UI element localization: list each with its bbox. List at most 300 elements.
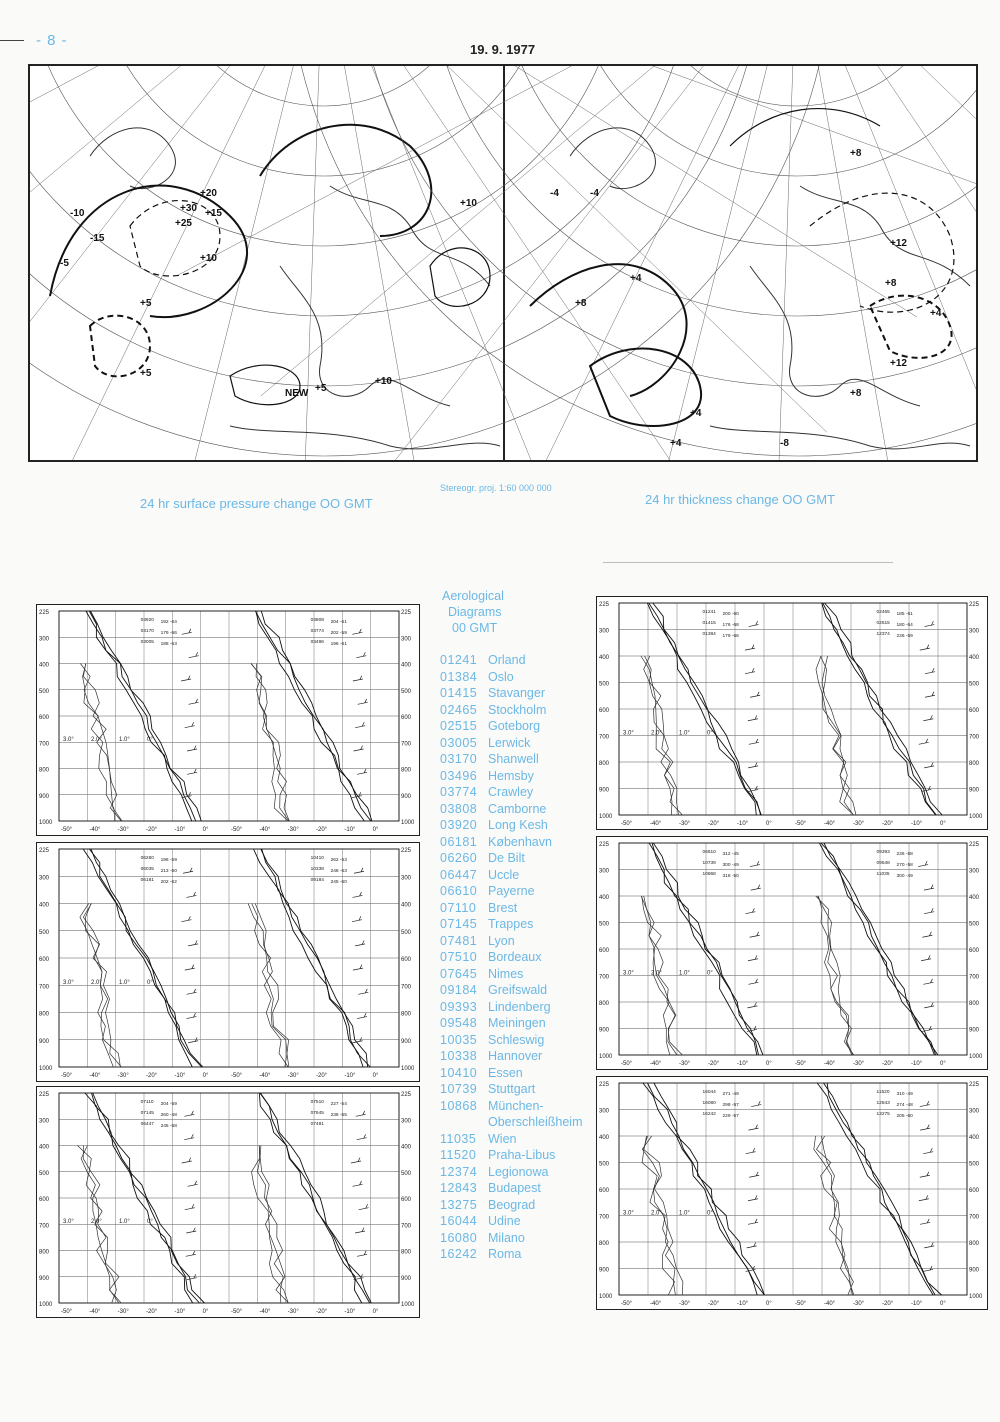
diagram-tropopause-value: 274 -48	[896, 1103, 913, 1108]
temperature-label: -50°	[231, 827, 243, 833]
map-label: +4	[690, 408, 702, 419]
wind-barb	[352, 892, 362, 897]
pressure-label: 400	[969, 895, 980, 901]
station-code: 12374	[440, 1164, 478, 1179]
map-label: +20	[200, 188, 217, 199]
wind-barb	[747, 1242, 757, 1247]
pressure-label: 225	[599, 842, 610, 848]
diagram-station-code: 13275	[876, 1112, 890, 1117]
diagram-station-code: 10868	[702, 872, 716, 877]
diagram-station-code: 03005	[140, 640, 154, 645]
pressure-label: 225	[39, 848, 50, 854]
temperature-label: -10°	[174, 1309, 186, 1315]
station-entry	[440, 1147, 590, 1164]
pressure-label: 600	[599, 708, 610, 714]
pressure-label: 700	[969, 734, 980, 741]
diagram-tropopause-value: 202 -59	[330, 631, 347, 636]
pressure-label: 1000	[39, 820, 53, 826]
pressure-label: 225	[969, 842, 980, 848]
station-code: 01384	[440, 669, 478, 684]
diagram-station-code: 12374	[876, 632, 890, 637]
pressure-label: 300	[401, 875, 412, 882]
wind-barb	[746, 1148, 756, 1153]
pressure-label: 400	[599, 895, 610, 901]
wind-barb	[924, 762, 934, 767]
station-code: 07645	[440, 966, 478, 981]
mixing-ratio-label: 1.0°	[679, 970, 690, 977]
pressure-label: 300	[39, 1118, 50, 1125]
map-label: +8	[850, 388, 862, 399]
station-entry	[440, 768, 590, 785]
temperature-label: -30°	[117, 1073, 129, 1079]
pressure-label: 700	[599, 974, 610, 981]
mixing-ratio-label: 3.0°	[623, 730, 634, 737]
mixing-ratio-label: 0°	[147, 737, 153, 744]
station-entry	[440, 1065, 590, 1082]
station-code: 01415	[440, 686, 478, 700]
station-name: Oberschleißheim	[488, 1115, 583, 1129]
station-entry	[440, 1230, 590, 1247]
station-entry	[440, 1180, 590, 1197]
pressure-label: 600	[599, 1188, 610, 1194]
diagram-station-code: 01415	[702, 621, 716, 626]
wind-barb	[186, 1251, 196, 1256]
pressure-label: 400	[599, 655, 610, 661]
pressure-label: 600	[969, 708, 980, 714]
pressure-label: 1000	[969, 1294, 983, 1300]
temperature-label: -20°	[316, 1073, 328, 1079]
diagram-station-code: 11035	[876, 872, 890, 877]
pressure-label: 225	[401, 610, 412, 616]
mixing-ratio-label: 3.0°	[63, 737, 74, 744]
temperature-label: -20°	[882, 821, 894, 827]
diagram-station-code: 16080	[702, 1101, 716, 1106]
mixing-ratio-label: 2.0°	[91, 980, 102, 987]
pressure-label: 1000	[969, 1054, 983, 1060]
pressure-label: 400	[401, 902, 412, 909]
diagram-tropopause-value: 227 -54	[330, 1102, 347, 1107]
temperature-label: -30°	[853, 821, 865, 827]
pressure-label: 400	[39, 902, 50, 909]
temperature-label: -10°	[344, 827, 356, 833]
wind-barb	[359, 1204, 369, 1209]
pressure-label: 700	[969, 1214, 980, 1221]
mixing-ratio-label: 0°	[707, 970, 713, 977]
station-code: 07510	[440, 950, 478, 964]
legend-title-line: Aerological	[442, 589, 504, 603]
temperature-label: -10°	[344, 1309, 356, 1315]
pressure-label: 300	[39, 636, 50, 643]
wind-barb	[356, 652, 366, 657]
diagram-tropopause-value: 245 -58	[160, 1124, 177, 1129]
top-rule	[0, 40, 24, 41]
pressure-label: 600	[39, 957, 50, 963]
pressure-label: 225	[599, 602, 610, 608]
diagram-tropopause-value: 202 -62	[160, 880, 177, 885]
pressure-label: 300	[599, 868, 610, 875]
wind-barb	[920, 1219, 930, 1224]
thickness-caption: 24 hr thickness change OO GMT	[645, 492, 836, 507]
pressure-label: 900	[969, 1267, 980, 1274]
diagram-tropopause-value: 188 -63	[160, 642, 177, 647]
station-name: Goteborg	[488, 719, 541, 733]
temperature-label: 0°	[766, 821, 772, 827]
wind-barb	[747, 1002, 757, 1007]
meridian-line	[797, 66, 976, 460]
latitude-circle	[30, 66, 833, 456]
pressure-label: 600	[969, 948, 980, 954]
temperature-label: 0°	[202, 1309, 209, 1315]
projection-note: Stereogr. proj. 1:60 000 000	[440, 483, 552, 493]
latitude-circle	[93, 66, 553, 176]
wind-barb	[188, 1181, 198, 1186]
diagram-station-code: 10338	[310, 867, 324, 872]
station-name: Meiningen	[488, 1016, 546, 1030]
station-entry	[440, 801, 590, 818]
wind-barb	[749, 739, 759, 744]
station-name: Lindenberg	[488, 999, 551, 1014]
temperature-label: 0°	[372, 1309, 379, 1315]
aerological-diagram-right-3	[596, 1076, 988, 1310]
station-code: 13275	[440, 1197, 478, 1212]
wind-barb	[751, 1101, 761, 1106]
meridian-line	[797, 66, 976, 460]
station-code: 06610	[440, 884, 478, 898]
isoline	[870, 296, 952, 358]
temperature-label: -30°	[679, 1061, 691, 1067]
temperature-label: -50°	[231, 1073, 243, 1079]
temperature-label: -30°	[679, 821, 691, 827]
diagram-tropopause-value: 179 -66	[722, 634, 739, 639]
station-entry	[440, 652, 590, 669]
station-code: 03774	[440, 785, 478, 799]
wind-barb	[187, 769, 197, 774]
diagram-tropopause-value: 192 -64	[160, 620, 177, 625]
wind-barb	[188, 1037, 198, 1042]
pressure-label: 300	[969, 1108, 980, 1115]
pressure-label: 900	[599, 1267, 610, 1274]
coastline	[280, 266, 450, 406]
wind-barb	[924, 1242, 934, 1247]
diagram-tropopause-value: 185 -61	[896, 612, 913, 617]
wind-barb	[922, 932, 932, 937]
meridian-line	[797, 66, 976, 432]
aerological-diagram-left-2	[36, 842, 420, 1082]
latitude-circle	[163, 66, 483, 106]
mixing-ratio-label: 0°	[147, 980, 153, 987]
diagram-station-code: 10739	[702, 861, 716, 866]
diagram-tropopause-value: 248 -63	[330, 869, 347, 874]
temperature-label: -20°	[882, 1061, 894, 1067]
station-entry	[440, 999, 590, 1016]
mixing-ratio-label: 3.0°	[63, 980, 74, 987]
map-label: +10	[460, 198, 477, 209]
diagram-station-code: 07481	[310, 1122, 324, 1127]
wind-barb	[924, 908, 934, 913]
wind-barb	[183, 868, 193, 873]
map-label: -5	[60, 258, 69, 269]
temperature-label: -50°	[61, 827, 73, 833]
station-entry	[440, 669, 590, 686]
diagram-station-code: 03496	[310, 640, 324, 645]
station-name: Bordeaux	[488, 950, 542, 964]
pressure-label: 300	[599, 1108, 610, 1115]
diagram-station-code: 06181	[140, 878, 154, 883]
meridian-line	[30, 66, 323, 275]
station-code: 11035	[440, 1131, 477, 1146]
pressure-label: 225	[401, 848, 412, 854]
diagram-station-code: 02465	[876, 610, 890, 615]
diagram-tropopause-value: 176 -68	[722, 623, 739, 628]
temperature-label: -40°	[89, 1073, 101, 1079]
diagram-station-code: 10410	[310, 856, 324, 861]
pressure-label: 500	[969, 1161, 980, 1168]
station-code: 02465	[440, 702, 478, 717]
wind-barb	[924, 1002, 934, 1007]
temperature-label: -40°	[650, 1301, 662, 1307]
pressure-label: 800	[401, 1249, 412, 1256]
pressure-label: 225	[969, 602, 980, 608]
pressure-label: 800	[969, 1001, 980, 1007]
map-label: +8	[850, 148, 862, 159]
wind-barb	[351, 1158, 361, 1163]
wind-barb	[357, 769, 367, 774]
latitude-circle	[287, 66, 976, 456]
pressure-label: 800	[599, 1241, 610, 1247]
diagram-svg	[597, 597, 987, 829]
diagram-tropopause-value: 205 -60	[896, 1114, 913, 1119]
station-name: Lerwick	[488, 735, 531, 750]
diagram-tropopause-value: 229 -57	[722, 1114, 739, 1119]
isoline	[260, 125, 431, 236]
separator	[603, 562, 893, 563]
station-entry	[440, 1015, 590, 1032]
station-entry	[440, 867, 590, 884]
station-entry	[440, 735, 590, 752]
map-label: +5	[315, 383, 327, 394]
station-code: 16242	[440, 1247, 478, 1261]
latitude-circle	[637, 66, 957, 106]
temperature-label: -30°	[853, 1301, 865, 1307]
station-code: 12843	[440, 1181, 478, 1195]
diagram-tropopause-value: 310 -49	[896, 1092, 913, 1097]
wind-barb	[185, 965, 195, 970]
meridian-line	[366, 66, 797, 460]
station-name: Trappes	[488, 917, 534, 931]
aerological-diagram-left-1	[36, 604, 420, 836]
pressure-label: 900	[969, 787, 980, 794]
wind-barb	[358, 989, 368, 994]
station-name: København	[488, 834, 552, 849]
station-entry	[440, 1032, 590, 1049]
station-code: 10035	[440, 1032, 478, 1047]
pressure-label: 400	[969, 1135, 980, 1141]
mixing-ratio-label: 2.0°	[651, 730, 662, 737]
wind-barb	[182, 629, 192, 634]
station-code: 07110	[440, 900, 477, 915]
map-label: +4	[670, 438, 682, 449]
wind-barb	[355, 1228, 365, 1233]
diagram-tropopause-value: 198 -59	[160, 858, 177, 863]
pressure-label: 800	[599, 1001, 610, 1007]
meridian-line	[323, 66, 827, 432]
wind-barb	[745, 668, 755, 673]
station-entry	[440, 850, 590, 867]
diagram-station-code: 07110	[140, 1100, 154, 1105]
map-label: +8	[885, 278, 897, 289]
mixing-ratio-label: 3.0°	[63, 1219, 74, 1226]
pressure-label: 600	[39, 1197, 50, 1203]
pressure-label: 400	[401, 662, 412, 669]
station-code: 06260	[440, 851, 478, 865]
temperature-label: -50°	[621, 1301, 633, 1307]
pressure-label: 300	[969, 628, 980, 635]
pressure-label: 700	[599, 734, 610, 741]
station-code: 03808	[440, 801, 478, 816]
station-entry	[440, 1164, 590, 1181]
diagram-tropopause-value: 298 -57	[722, 1103, 739, 1108]
temperature-label: -30°	[117, 1309, 129, 1315]
diagram-svg	[597, 837, 987, 1069]
meridian-line	[30, 66, 323, 460]
station-code: 10410	[440, 1065, 478, 1080]
pressure-label: 600	[39, 715, 50, 721]
wind-barb	[189, 652, 199, 657]
pressure-label: 700	[969, 974, 980, 981]
diagram-tropopause-value: 180 -64	[896, 623, 913, 628]
diagram-tropopause-value: 271 -49	[722, 1092, 739, 1097]
coastline	[800, 186, 970, 286]
pressure-label: 600	[401, 1197, 412, 1203]
pressure-label: 600	[599, 948, 610, 954]
diagram-station-code: 09393	[876, 850, 890, 855]
pressure-label: 225	[599, 1082, 610, 1088]
diagram-tropopause-value: 213 -60	[160, 869, 177, 874]
station-entry	[440, 1081, 590, 1098]
station-name: De Bilt	[488, 851, 525, 865]
station-name: Hemsby	[488, 768, 534, 783]
page-number: - 8 -	[36, 32, 68, 49]
mixing-ratio-label: 1.0°	[119, 737, 130, 744]
isoline	[810, 193, 954, 312]
temperature-label: -20°	[146, 1073, 158, 1079]
map-label: +12	[890, 358, 907, 369]
temperature-label: -30°	[287, 1309, 299, 1315]
pressure-label: 700	[401, 741, 412, 748]
wind-barb	[181, 676, 191, 681]
temperature-label: -30°	[117, 827, 129, 833]
station-name: Camborne	[488, 801, 547, 816]
thickness-change-map	[179, 66, 976, 460]
diagram-tropopause-value: 300 -49	[896, 874, 913, 879]
map-label: +4	[630, 273, 642, 284]
pressure-label: 900	[401, 793, 412, 800]
station-name: Praha-Libus	[488, 1148, 556, 1162]
station-entry	[440, 982, 590, 999]
temperature-label: -20°	[316, 1309, 328, 1315]
legend-title-line: Diagrams	[448, 605, 502, 619]
pressure-label: 500	[599, 1161, 610, 1168]
station-entry	[440, 817, 590, 834]
pressure-label: 300	[969, 868, 980, 875]
diagram-station-code: 03170	[140, 629, 154, 634]
map-label: -8	[780, 438, 789, 449]
pressure-label: 900	[401, 1038, 412, 1045]
station-name: Uccle	[488, 867, 520, 882]
temperature-label: -20°	[882, 1301, 894, 1307]
wind-barb	[188, 940, 198, 945]
station-list	[440, 652, 590, 1263]
station-entry	[440, 702, 590, 719]
temperature-label: -40°	[259, 827, 271, 833]
diagram-station-code: 03920	[140, 618, 154, 623]
diagram-tropopause-value: 204 -59	[160, 1102, 177, 1107]
temperature-label: -40°	[650, 821, 662, 827]
weather-maps	[28, 64, 978, 462]
wind-barb	[352, 916, 362, 921]
diagram-station-code: 09548	[876, 861, 890, 866]
temperature-label: -30°	[853, 1061, 865, 1067]
wind-barb	[187, 746, 197, 751]
station-code: 16044	[440, 1214, 478, 1228]
diagram-station-code: 11520	[876, 1090, 890, 1095]
pressure-label: 225	[401, 1092, 412, 1098]
wind-barb	[918, 861, 928, 866]
diagram-svg	[37, 605, 419, 835]
station-code: 11520	[440, 1148, 477, 1162]
station-code: 03920	[440, 818, 478, 832]
wind-barb	[748, 979, 758, 984]
wind-barb	[924, 621, 934, 626]
pressure-label: 500	[39, 688, 50, 695]
wind-barb	[920, 1101, 930, 1106]
station-name: Oslo	[488, 669, 514, 684]
coastline	[570, 128, 655, 189]
map-label: +30	[180, 203, 197, 214]
temperature-label: -50°	[795, 821, 807, 827]
diagram-svg	[597, 1077, 987, 1309]
station-code: 07145	[440, 917, 478, 931]
pressure-label: 500	[599, 921, 610, 928]
pressure-label: 800	[599, 761, 610, 767]
station-entry	[440, 834, 590, 851]
pressure-label: 500	[39, 929, 50, 936]
temperature-label: -20°	[708, 1061, 720, 1067]
wind-barb	[185, 1204, 195, 1209]
station-code: 07481	[440, 933, 478, 948]
map-label: -4	[550, 188, 559, 199]
diagram-station-code: 16044	[702, 1090, 716, 1095]
wind-barb	[357, 1251, 367, 1256]
temperature-label: -10°	[911, 1301, 923, 1307]
diagram-tropopause-value: 204 -61	[330, 620, 347, 625]
temperature-label: -10°	[911, 1061, 923, 1067]
station-entry	[440, 900, 590, 917]
wind-barb	[923, 1148, 933, 1153]
diagram-station-code: 01384	[702, 632, 716, 637]
pressure-label: 400	[39, 1144, 50, 1151]
wind-barb	[748, 955, 758, 960]
station-name: Greifswald	[488, 983, 548, 997]
wind-barb	[181, 916, 191, 921]
pressure-label: 700	[401, 1223, 412, 1230]
temperature-label: -40°	[824, 1301, 836, 1307]
mixing-ratio-label: 1.0°	[679, 730, 690, 737]
mixing-ratio-label: 3.0°	[623, 970, 634, 977]
station-entry	[440, 1114, 590, 1131]
station-name: Roma	[488, 1247, 522, 1261]
wind-barb	[921, 955, 931, 960]
